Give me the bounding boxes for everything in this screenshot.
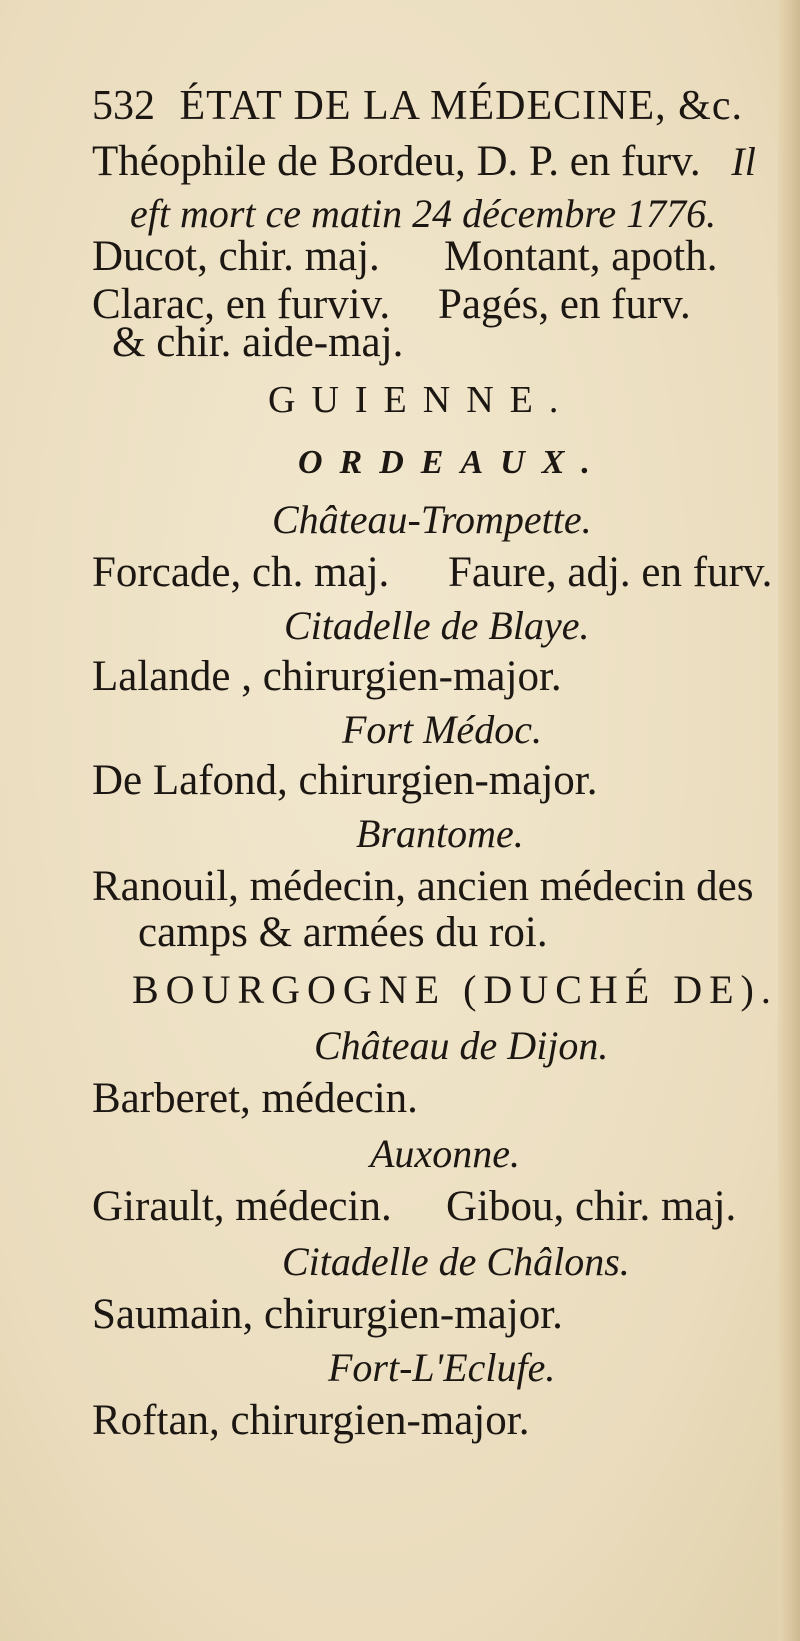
- entry-line: De Lafond, chirurgien-major.: [92, 757, 598, 804]
- running-title: ÉTAT DE LA MÉDECINE, &c.: [179, 83, 743, 129]
- section-heading: Auxonne.: [370, 1131, 520, 1176]
- entry-line: Saumain, chirurgien-major.: [92, 1291, 563, 1338]
- entry-line: Forcade, ch. maj.: [92, 549, 390, 596]
- section-heading: Fort-L'Eclufe.: [328, 1345, 556, 1390]
- page-header: [92, 82, 743, 130]
- entry-line: Ranouil, médecin, ancien médecin des: [92, 863, 754, 910]
- entry-line: Roftan, chirurgien-major.: [92, 1397, 530, 1444]
- province-heading: GUIENNE.: [268, 379, 575, 421]
- section-heading: Château de Dijon.: [314, 1023, 609, 1068]
- section-heading: Citadelle de Blaye.: [284, 603, 590, 648]
- line-italic: Il: [731, 139, 756, 184]
- section-heading: Citadelle de Châlons.: [282, 1239, 630, 1284]
- section-heading: Fort Médoc.: [342, 707, 542, 752]
- line-text: Théophile de Bordeu, D. P. en furv.: [92, 138, 701, 185]
- city-heading: ORDEAUX.: [298, 444, 607, 481]
- section-heading: Brantome.: [356, 811, 524, 856]
- text-line: Ducot, chir. maj.: [92, 233, 380, 280]
- text-line: Clarac, en furviv.: [92, 281, 391, 328]
- entry-line: Barberet, médecin.: [92, 1075, 418, 1122]
- text-line: Pagés, en furv.: [438, 281, 691, 328]
- section-heading: Château-Trompette.: [272, 497, 592, 542]
- text-line: [92, 137, 756, 186]
- entry-line: Faure, adj. en furv.: [448, 549, 773, 596]
- page-gutter: [778, 0, 800, 1641]
- text-line: Montant, apoth.: [444, 233, 718, 280]
- entry-line: Lalande , chirurgien-major.: [92, 653, 562, 700]
- entry-line: Gibou, chir. maj.: [446, 1183, 737, 1230]
- text-line: eft mort ce matin 24 décembre 1776.: [130, 191, 717, 236]
- entry-line: Girault, médecin.: [92, 1183, 392, 1230]
- entry-line: camps & armées du roi.: [138, 909, 548, 956]
- text-line: & chir. aide-maj.: [112, 319, 404, 366]
- province-heading: BOURGOGNE (DUCHÉ DE).: [132, 967, 778, 1012]
- page-number: 532: [92, 83, 155, 129]
